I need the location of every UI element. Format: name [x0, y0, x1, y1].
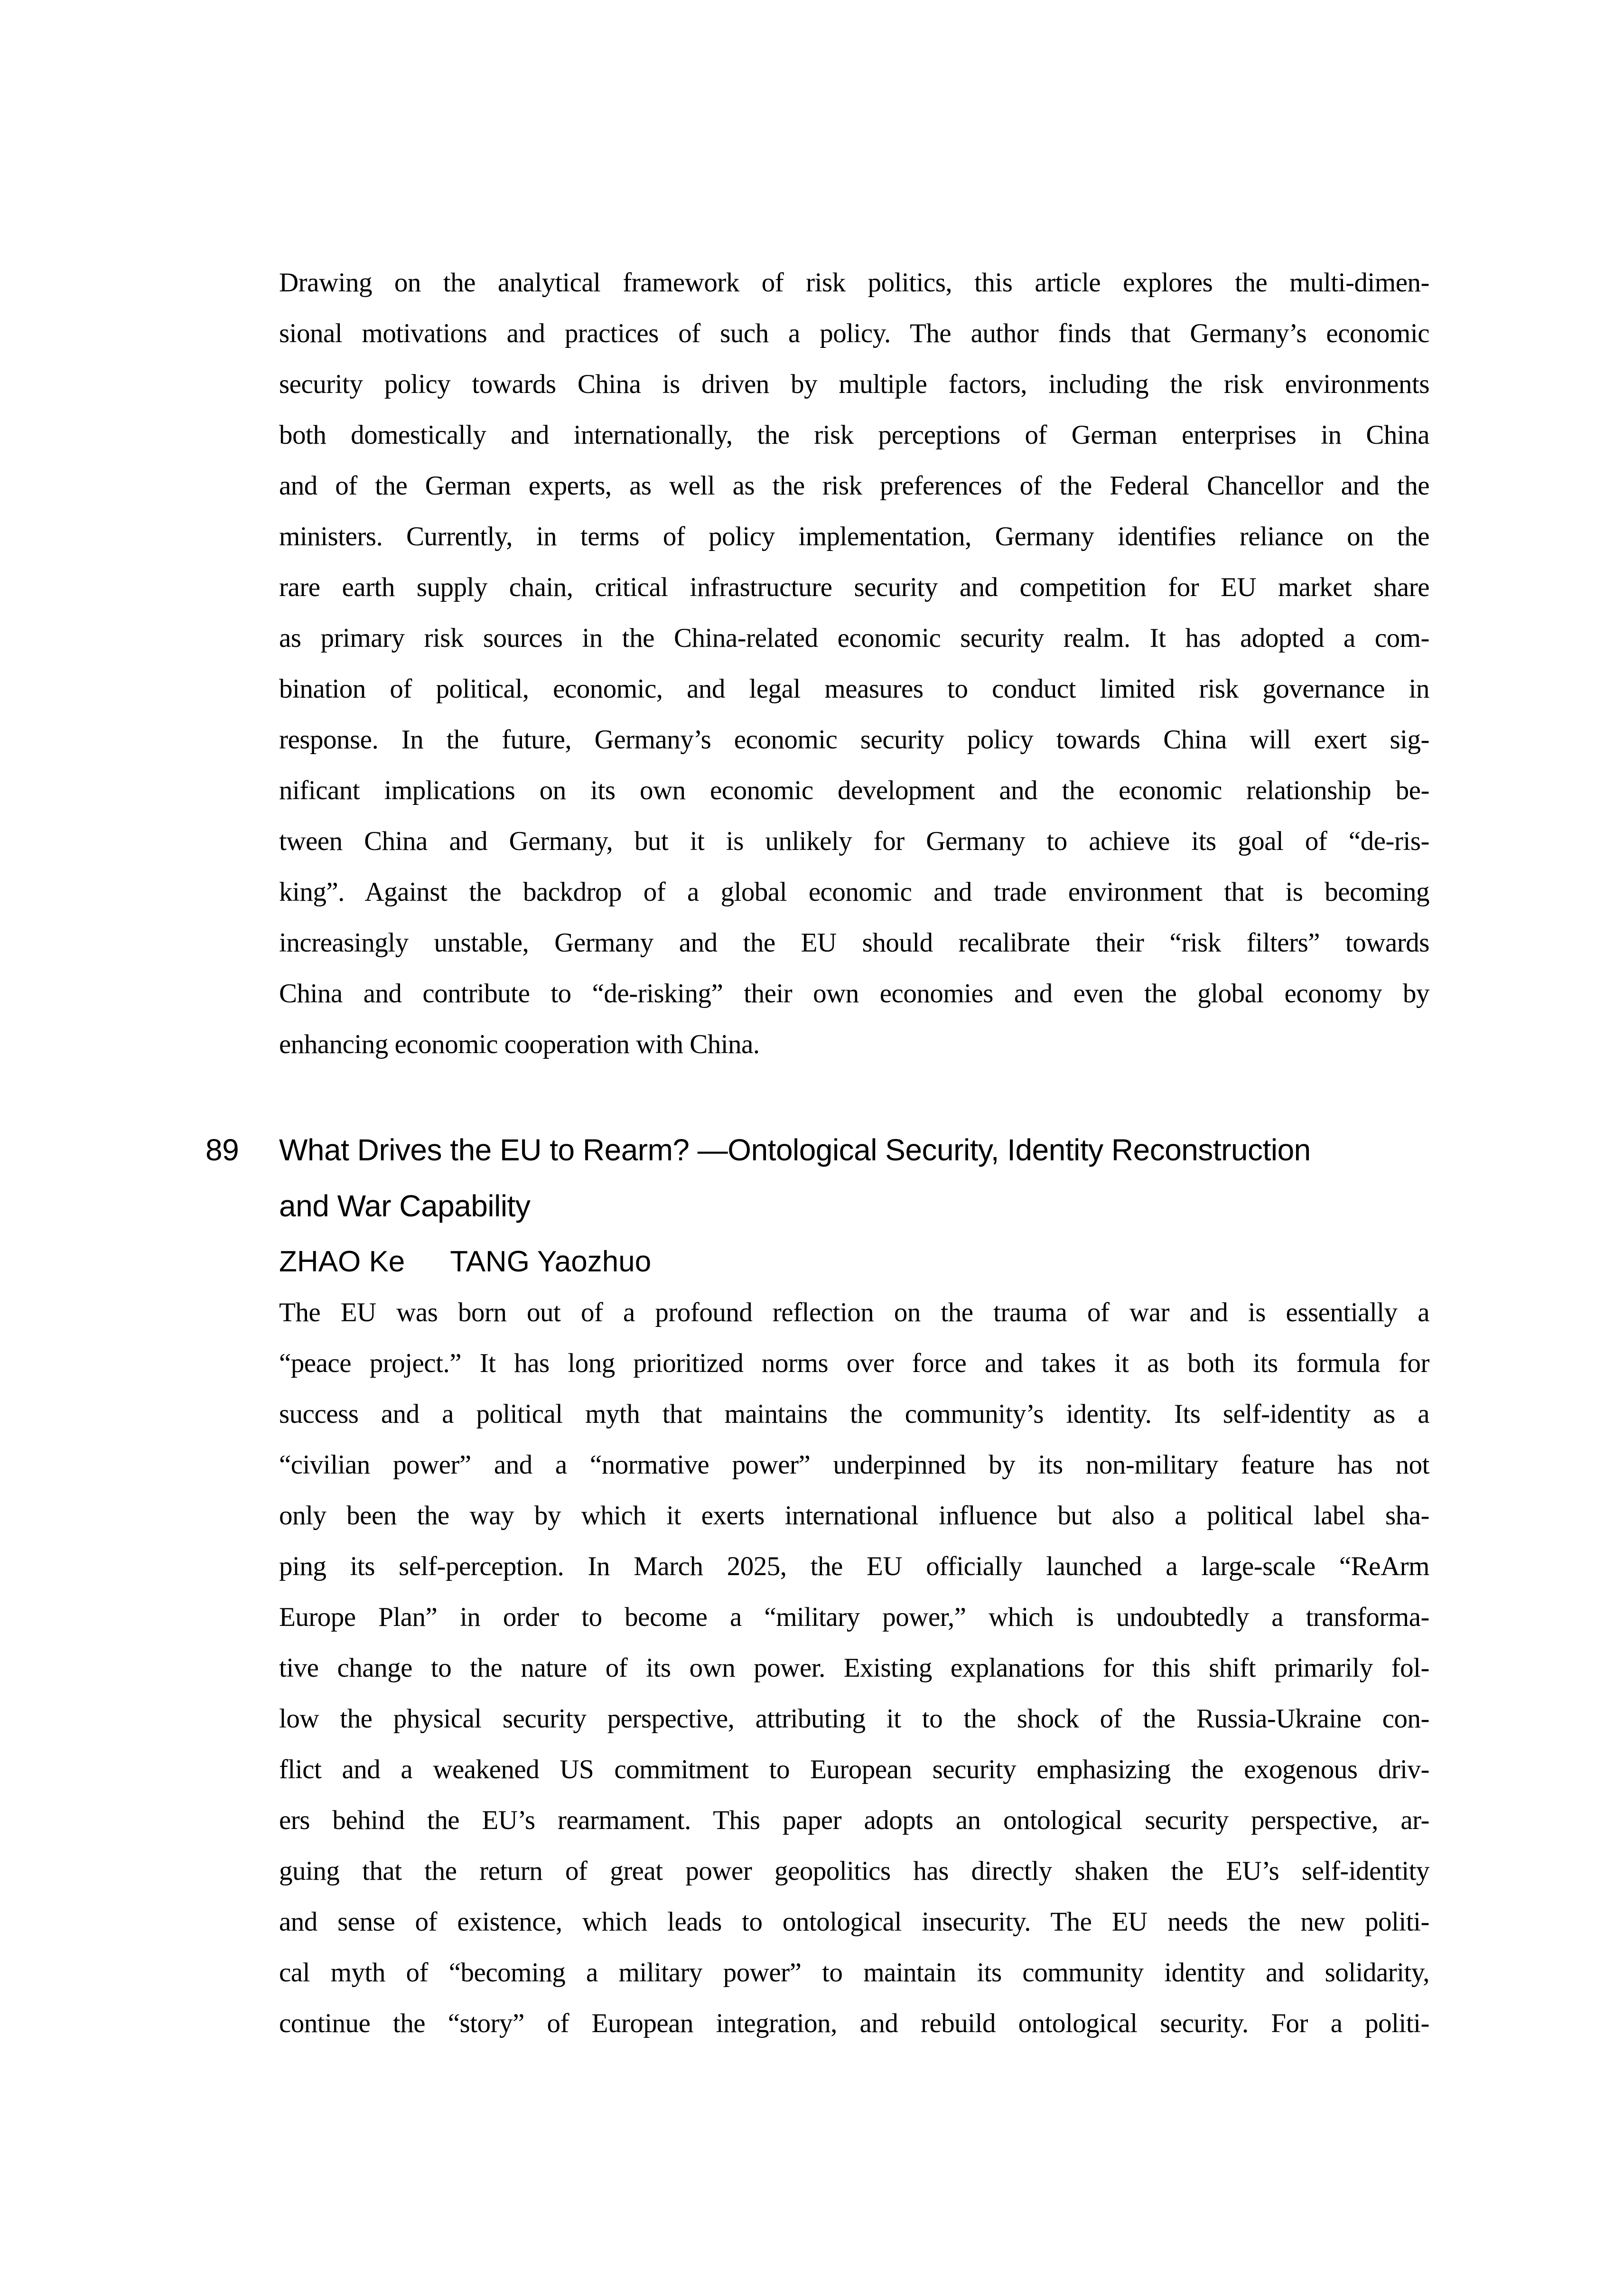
- text-line: ministers. Currently, in terms of policy implementation, Germany identifies reliance on the: [279, 522, 1429, 551]
- text-line: ping its self-perception. In March 2025, the EU officially launched a large-scale “ReArm: [279, 1551, 1429, 1581]
- text-line: cal myth of “becoming a military power” to maintain its community identity and solidarity,: [279, 1958, 1429, 1988]
- text-line: tween China and Germany, but it is unlikely for Germany to achieve its goal of “de-ris-: [279, 826, 1429, 856]
- entry-authors: [279, 1234, 1429, 1290]
- text-line: continue the “story” of European integration, and rebuild ontological security. For a politi-: [279, 2008, 1429, 2038]
- text-line: guing that the return of great power geopolitics has directly shaken the EU’s self-identity: [279, 1856, 1429, 1886]
- entry-page-number: 89: [205, 1133, 239, 1167]
- text-line: nificant implications on its own economic development and the economic relationship be-: [279, 775, 1429, 805]
- text-line: as primary risk sources in the China-related economic security realm. It has adopted a com-: [279, 623, 1429, 653]
- text-line: The EU was born out of a profound reflection on the trauma of war and is essentially a: [279, 1297, 1429, 1327]
- text-line: and sense of existence, which leads to ontological insecurity. The EU needs the new politi-: [279, 1907, 1429, 1937]
- text-line: low the physical security perspective, attributing it to the shock of the Russia-Ukraine con-: [279, 1704, 1429, 1734]
- entry-89-abstract: [279, 1287, 1429, 2049]
- text-line: bination of political, economic, and legal measures to conduct limited risk governance in: [279, 674, 1429, 704]
- entry-title-line-2: and War Capability: [279, 1189, 531, 1223]
- text-line: Europe Plan” in order to become a “military power,” which is undoubtedly a transforma-: [279, 1602, 1429, 1632]
- text-line: tive change to the nature of its own power. Existing explanations for this shift primarily fol-: [279, 1653, 1429, 1683]
- text-line: security policy towards China is driven by multiple factors, including the risk environments: [279, 369, 1429, 399]
- text-line: flict and a weakened US commitment to European security emphasizing the exogenous driv-: [279, 1755, 1429, 1784]
- text-line: success and a political myth that maintains the community’s identity. Its self-identity as a: [279, 1399, 1429, 1429]
- text-line: China and contribute to “de-risking” their own economies and even the global economy by: [279, 979, 1429, 1008]
- text-line: king”. Against the backdrop of a global economic and trade environment that is becoming: [279, 877, 1429, 907]
- text-line: rare earth supply chain, critical infrastructure security and competition for EU market share: [279, 572, 1429, 602]
- text-line: response. In the future, Germany’s economic security policy towards China will exert sig-: [279, 725, 1429, 755]
- text-line: both domestically and internationally, the risk perceptions of German enterprises in China: [279, 420, 1429, 450]
- author-name: TANG Yaozhuo: [450, 1245, 652, 1278]
- entry-89-heading: [205, 1122, 1429, 1290]
- abstract-continuation: [279, 257, 1429, 1070]
- text-line: ers behind the EU’s rearmament. This paper adopts an ontological security perspective, ar-: [279, 1805, 1429, 1835]
- text-line: increasingly unstable, Germany and the EU should recalibrate their “risk filters” towards: [279, 928, 1429, 958]
- text-line: and of the German experts, as well as the risk preferences of the Federal Chancellor and the: [279, 471, 1429, 501]
- text-line: “civilian power” and a “normative power” underpinned by its non-military feature has not: [279, 1450, 1429, 1480]
- text-line: enhancing economic cooperation with China.: [279, 1029, 760, 1059]
- text-line: only been the way by which it exerts international influence but also a political label sha-: [279, 1501, 1429, 1531]
- text-line: Drawing on the analytical framework of risk politics, this article explores the multi-dimen-: [279, 268, 1429, 298]
- author-name: ZHAO Ke: [279, 1245, 405, 1278]
- text-line: sional motivations and practices of such a policy. The author finds that Germany’s economic: [279, 318, 1429, 348]
- entry-title-line-1: What Drives the EU to Rearm? —Ontological Security, Identity Reconstruction: [279, 1133, 1311, 1167]
- text-line: “peace project.” It has long prioritized norms over force and takes it as both its formula for: [279, 1348, 1429, 1378]
